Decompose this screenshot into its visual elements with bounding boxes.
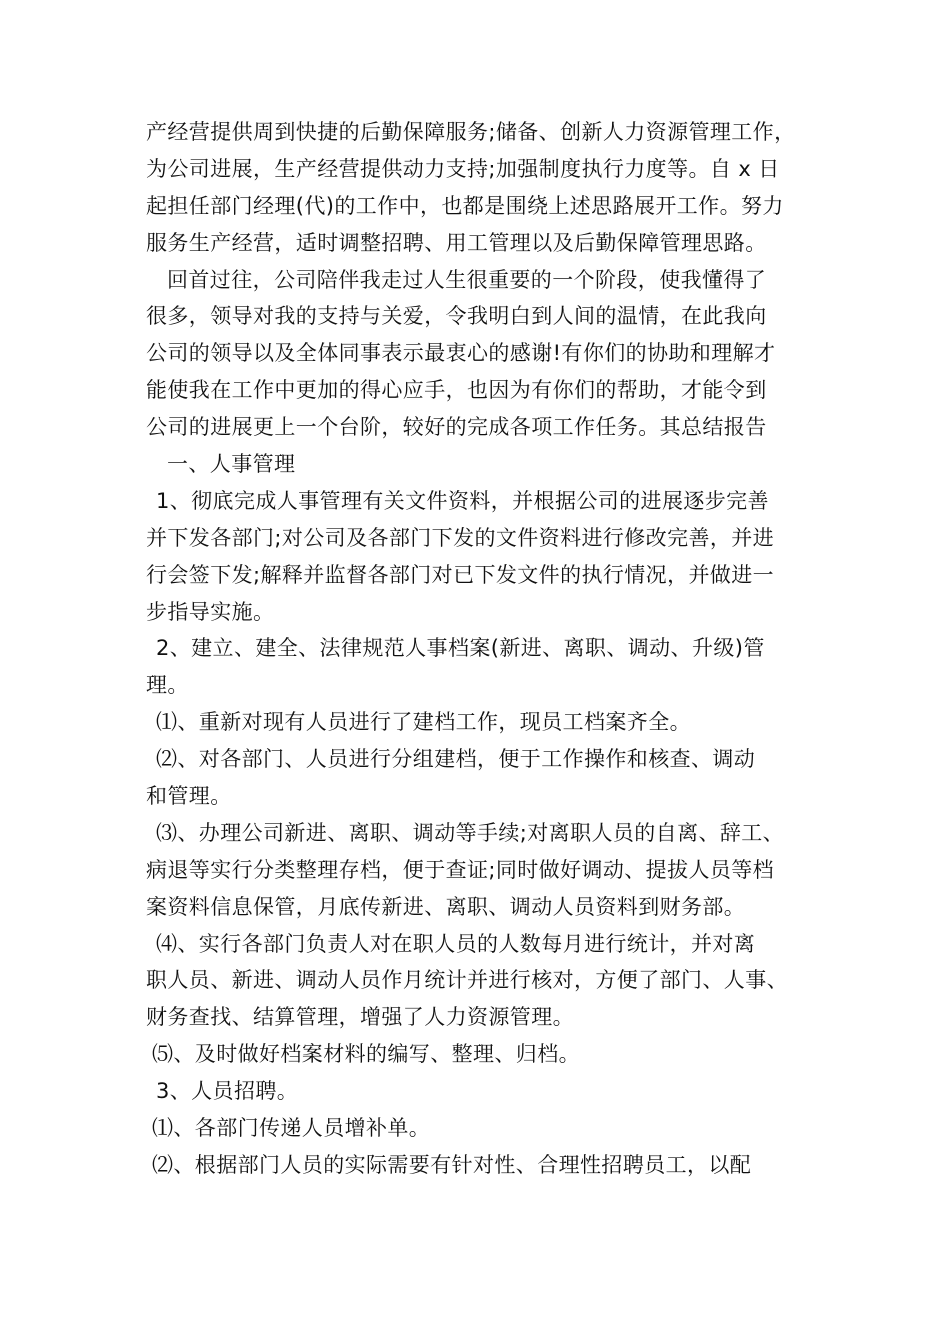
paragraph-line: 并下发各部门;对公司及各部门下发的文件资料进行修改完善，并进 xyxy=(146,525,775,550)
paragraph-line: 职人员、新进、调动人员作月统计并进行核对，方便了部门、人事、 xyxy=(146,968,788,993)
paragraph-line: 病退等实行分类整理存档，便于查证;同时做好调动、提拔人员等档 xyxy=(146,857,775,882)
paragraph-line: 和管理。 xyxy=(146,784,232,809)
list-item: ⑴、各部门传递人员增补单。 xyxy=(152,1116,431,1141)
paragraph-line: 为公司进展，生产经营提供动力支持;加强制度执行力度等。自 x 日 xyxy=(146,156,780,181)
paragraph-line: 起担任部门经理(代)的工作中，也都是围绕上述思路展开工作。努力 xyxy=(146,193,784,218)
paragraph-line: 产经营提供周到快捷的后勤保障服务;储备、创新人力资源管理工作， xyxy=(146,120,796,144)
section-heading: 一、人事管理 xyxy=(167,452,296,477)
paragraph-line: 财务查找、结算管理，增强了人力资源管理。 xyxy=(146,1005,574,1030)
paragraph-line: 理。 xyxy=(146,673,189,698)
document-body xyxy=(146,114,816,1184)
paragraph-line: 回首过往，公司陪伴我走过人生很重要的一个阶段，使我懂得了 xyxy=(167,267,767,292)
paragraph-line: 能使我在工作中更加的得心应手，也因为有你们的帮助，才能令到 xyxy=(146,378,767,403)
paragraph-line: 案资料信息保管，月底传新进、离职、调动人员资料到财务部。 xyxy=(146,894,746,919)
list-item: ⑴、重新对现有人员进行了建档工作，现员工档案齐全。 xyxy=(156,710,691,735)
paragraph-line: 服务生产经营，适时调整招聘、用工管理以及后勤保障管理思路。 xyxy=(146,230,767,255)
paragraph-line: 行会签下发;解释并监督各部门对已下发文件的执行情况，并做进一 xyxy=(146,562,775,587)
list-item: ⑵、对各部门、人员进行分组建档，便于工作操作和核查、调动 xyxy=(156,747,756,772)
list-item: ⑷、实行各部门负责人对在职人员的人数每月进行统计，并对离 xyxy=(156,931,756,956)
list-item: ⑶、办理公司新进、离职、调动等手续;对离职人员的自离、辞工、 xyxy=(156,820,785,845)
sub-heading: 3、人员招聘。 xyxy=(156,1079,299,1104)
paragraph-line: 公司的领导以及全体同事表示最衷心的感谢!有你们的协助和理解才 xyxy=(146,341,776,366)
paragraph-line: 步指导实施。 xyxy=(146,599,275,624)
paragraph-line: 公司的进展更上一个台阶，较好的完成各项工作任务。其总结报告 xyxy=(146,415,767,440)
paragraph-line: 很多，领导对我的支持与关爱，令我明白到人间的温情，在此我向 xyxy=(146,304,767,329)
list-item: ⑸、及时做好档案材料的编写、整理、归档。 xyxy=(152,1042,580,1067)
paragraph-line: 2、建立、建全、法律规范人事档案(新进、离职、调动、升级)管 xyxy=(156,636,765,661)
paragraph-line: 1、彻底完成人事管理有关文件资料，并根据公司的进展逐步完善 xyxy=(156,488,769,513)
list-item: ⑵、根据部门人员的实际需要有针对性、合理性招聘员工，以配 xyxy=(152,1152,752,1177)
